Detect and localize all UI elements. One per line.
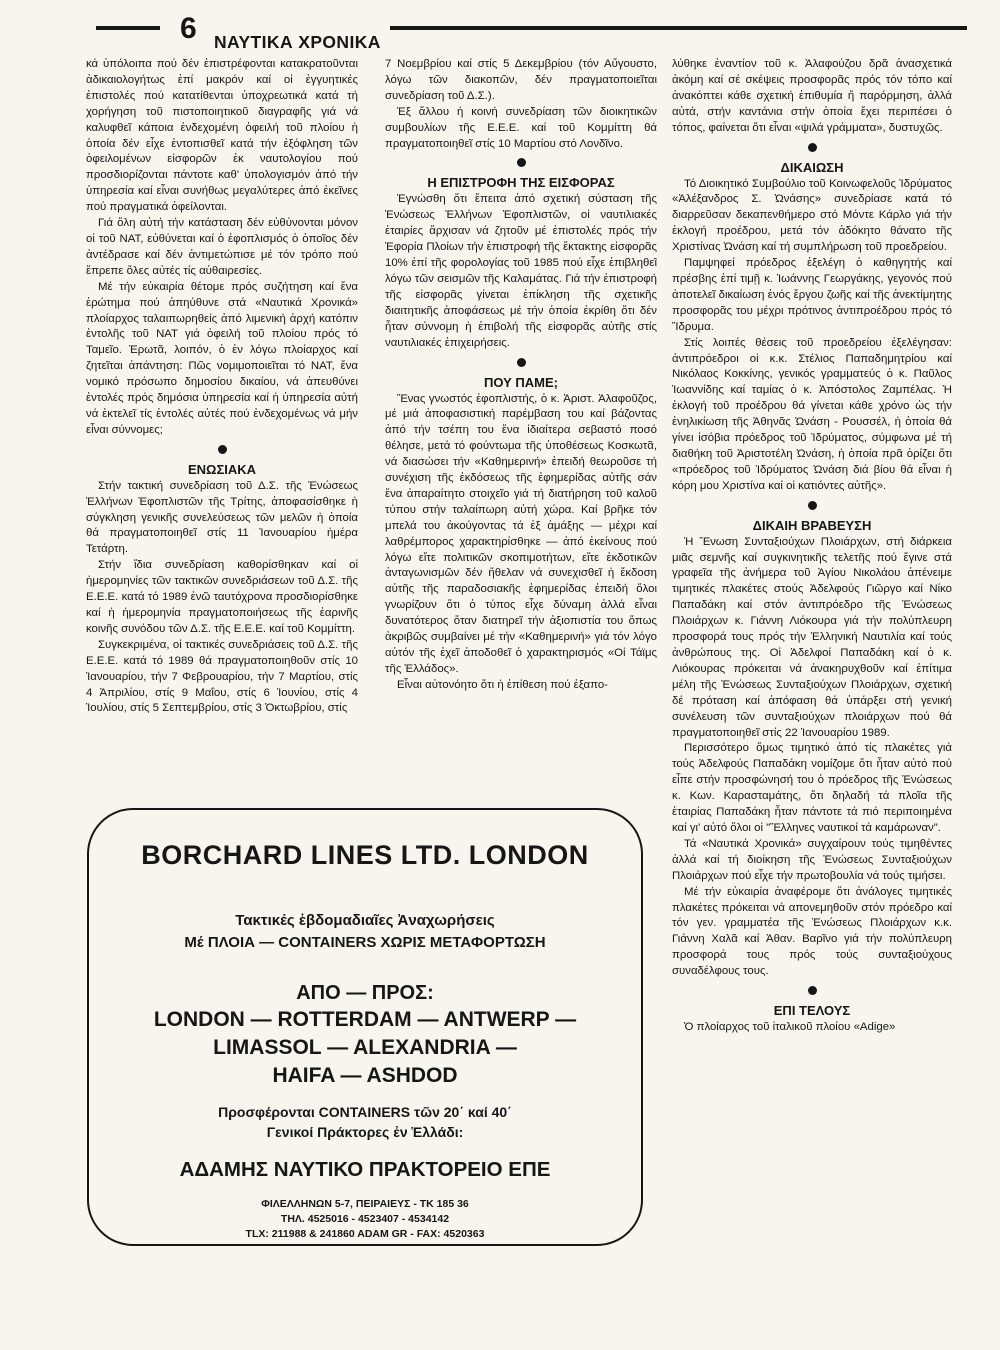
column-1	[86, 57, 358, 797]
ad-phone: ΤΗΛ. 4525016 - 4523407 - 4534142	[280, 1213, 450, 1225]
article-paragraph: Συγκεκριμένα, οἱ τακτικές συνεδριάσεις τοῦ Δ.Σ. τῆς Ε.Ε.Ε. κατά τό 1989 θά πραγματοποιηθοῦν στίς 10 Ἰανουαρίου, τήν 7 Φεβρουαρίου, τήν 7 Μαρτίου, στίς 4 Ἀπριλίου, στίς 9 Μαΐου, στίς 6 Ἰουνίου, στίς 4 Ἰουλίου, στίς 5 Σεπτεμβρίου, στίς 3 Ὀκτωβρίου, στίς	[86, 638, 358, 715]
article-paragraph: Παμψηφεί πρόεδρος ἐξελέγη ὁ καθηγητής καί πρέσβης ἐπί τιμῇ κ. Ἰωάννης Γεωργάκης, γεγονός πού ἀποτελεῖ δικαίωση ἑνός ἔργου ζωῆς καί τῆς ἀνεκτίμητης προσφορᾶς του μέχρι πρότινος ἀντιπροέδρου πρός τό Ἵδρυμα.	[672, 257, 952, 333]
ad-schedule-line: Τακτικές ἑβδομαδιαῖες Ἀναχωρήσεις	[235, 912, 495, 929]
header-left-rule	[96, 26, 160, 30]
ad-containers-line: Προσφέρονται CONTAINERS τῶν 20΄ καί 40΄	[218, 1104, 512, 1120]
article-paragraph: κά ὑπόλοιπα πού δέν ἐπιστρέφονται κατακρατοῦνται ἀδικαιολογήτως ἐπί μακρόν καί οἱ ἐγγυητικές ἐπιστολές πού κατατίθενται ὑποχρεωτικά κατά τή χορήγηση τοῦ πιστοποιητικοῦ διαγραφῆς γιά νά καλυφθεῖ κάποια ἐνδεχομένη ὀφειλή τοῦ πλοίου ἡ ὁποία δέν εἶχε ἐντοπισθεῖ κατά τήν ἐξόφληση τῶν ὀφειλομένων εἰσφορῶν ἐκ ναυτολογίου πού προσδιορίζονται πάντοτε καθ' ὑπολογισμόν ἀπό τήν ὑπηρεσία καί εἶναι συνήθως μεγαλύτερες ἀπό ἐκεῖνες πού πραγματικά ὀφείλονται.	[86, 58, 358, 214]
article-paragraph: Περισσότερο ὅμως τιμητικό ἀπό τίς πλακέτες γιά τούς Ἀδελφούς Παπαδάκη νομίζομε ὅτι ἦταν αὐτό πού εἶπε στήν προσφώνησή του ὁ πρόεδρος τῆς Ἑνώσεως κ. Κων. Καρασταμάτης, ὅτι δηλαδή τά πλοῖα τῆς ἑταιρίας Παπαδάκη ἦταν πάντοτε τά πιό περιποιημένα καί γι' αὐτό ὅλοι οἱ "Ἕλληνες ναυτικοί τά καμάρωναν".	[672, 742, 952, 834]
ad-address: ΦΙΛΕΛΛΗΝΩΝ 5-7, ΠΕΙΡΑΙΕΥΣ - ΤΚ 185 36	[261, 1198, 469, 1210]
section-heading-enosiaka: ΕΝΩΣΙΑΚΑ	[187, 461, 257, 477]
article-paragraph: 7 Νοεμβρίου καί στίς 5 Δεκεμβρίου (τόν Αὔγουστο, λόγω τῶν διακοπῶν, δέν πραγματοποιεῖται συνεδρίαση τοῦ Δ.Σ.).	[385, 58, 657, 102]
article-paragraph: Μέ τήν εὐκαιρία θέτομε πρός συζήτηση καί ἕνα ἐρώτημα πού ἀπηύθυνε στά «Ναυτικά Χρονικά» πλοίαρχος ταλαιπωρηθείς ἀπό λιμενική ἀρχή κατόπιν ἐντολῆς τοῦ ΝΑΤ γιά ὀφειλή τοῦ πλοίου πρός τό Ταμεῖο. Ἐρωτᾶ, λοιπόν, ὁ ἐν λόγω πλοίαρχος καί ζητεῖται ἀπάντηση: Πῶς νομιμοποιεῖται τό ΝΑΤ, ἕνα νομικό πρόσωπο δημοσίου δικαίου, νά ἀπευθύνει ἐντολές πρός δημόσια ὑπηρεσία καί ἡ ὑπηρεσία αὐτή νά ἐκτελεῖ τίς ἐντολές αὐτές πού ἐνδεχομένως νά μήν εἶναι σύννομες;	[86, 280, 358, 436]
article-paragraph: Ἐγνώσθη ὅτι ἔπειτα ἀπό σχετική σύσταση τῆς Ἑνώσεως Ἑλλήνων Ἐφοπλιστῶν, οἱ ναυτιλιακές ἑταιρίες ἄρχισαν νά ζητοῦν μέ ἐπιστολές πρός τήν Ἐφορία Πλοίων τήν ἐπιστροφή τῆς ἔκτακτης εἰσφορᾶς 10% ἐπί τῆς φορολογίας τοῦ 1985 πού εἶχε ἐπιβληθεῖ λόγω τῶν σεισμῶν τῆς Καλαμάτας. Γιά τήν ἐπιστροφή τῆς εἰσφορᾶς γίνεται ἐπίκληση τῆς σχετικῆς διαιτητικῆς ἀποφάσεως μέ τήν ὁποία ἐκρίθη ὅτι δέν ἦταν σύννομη ἡ ἐπιβολή τῆς εἰσφορᾶς αὐτῆς στίς ναυτιλιακές ἐπιχειρήσεις.	[385, 193, 657, 349]
ad-route-line: LIMASSOL — ALEXANDRIA —	[213, 1036, 517, 1059]
article-paragraph: Ὁ πλοίαρχος τοῦ ἰταλικοῦ πλοίου «Adige»	[684, 1021, 896, 1034]
column-2	[385, 57, 657, 802]
page-number: 6	[180, 12, 197, 45]
section-heading-dikaiosi: ΔΙΚΑΙΩΣΗ	[780, 159, 844, 175]
column-3	[672, 57, 952, 1267]
article-paragraph: Γιά ὅλη αὐτή τήν κατάσταση δέν εὐθύνονται μόνον οἱ τοῦ ΝΑΤ, εὐθύνεται καί ὁ ἐφοπλισμός ὁ ὁποῖος δέν ἀντέδρασε καί δέν ἀντιμετώπισε μέ τόν τρόπο πού ἔπρεπε ὅλες αὐτές τίς αὐθαιρεσίες.	[86, 217, 358, 277]
ad-from-to-label: ΑΠΟ — ΠΡΟΣ:	[296, 982, 434, 1004]
article-paragraph: Στίς λοιπές θέσεις τοῦ προεδρείου ἐξελέγησαν: ἀντιπρόεδροι οἱ κ.κ. Στέλιος Παπαδημητρίου καί Νικόλαος Κοκκίνης, γενικός γραμματεύς ὁ κ. Παῦλος Ἰωαννίδης καί ταμίας ὁ κ. Ἀπόστολος Ζαμπέλας. Ἡ ἐκλογή τοῦ προέδρου θά γίνεται κάθε χρόνο ὡς τήν ἐνηλικίωση τῆς Ἀθηνᾶς Ὠνάση - Ρουσσέλ, ἡ ὁποία θά γίνει ἰσόβια πρόεδρος τοῦ Ἱδρύματος, σύμφωνα μέ τή διαθήκη τοῦ Ἀριστοτέλη Ὠνάση, ἡ ὁποία πρᾶ ὁρίζει ὅτι «πρόεδρος τοῦ Ἱδρύματος Ὠνάση διά βίου θά εἶναι ἡ κόρη μου Χριστίνα καί οἱ κατιόντες αὐτῆς».	[672, 336, 952, 492]
article-paragraph: Στήν ἴδια συνεδρίαση καθορίσθηκαν καί οἱ ἡμερομηνίες τῶν τακτικῶν συνεδριάσεων τοῦ Δ.Σ. τῆς Ε.Ε.Ε. κατά τό 1989 ἐνῶ ταυτόχρονα προσδιορίσθηκε καί ἡ ἡμερομηνία πραγματοποιήσεως τῆς ἐαρινῆς κοινῆς συνόδου τῶν Δ.Σ. τῆς Ε.Ε.Ε. καί τοῦ Κομμίττη.	[86, 559, 358, 635]
ad-title: BORCHARD LINES LTD. LONDON	[141, 840, 589, 870]
section-bullet-icon	[808, 143, 817, 152]
article-paragraph: Ἡ Ἕνωση Συνταξιούχων Πλοιάρχων, στή διάρκεια μιᾶς σεμνῆς καί συγκινητικῆς τελετῆς πού ἔγινε στά γραφεῖα τῆς ἀνήμερα τοῦ Ἁγίου Νικολάου ἀπένειμε τιμητικές πλακέτες στούς Ἀδελφούς Γιῶργο καί Νίκο Παπαδάκη καί στόν ἀντιπρόεδρο τῆς Ἑνώσεως Πλοιάρχων κ. Γιάννη Λιόκουρα γιά τήν πολύπλευρη προσφορά τους πρός τήν Ἑλληνική Ναυτιλία καί τούς ἀνθρώπους της. Οἱ Ἀδελφοί Παπαδάκη καί ὁ κ. Λιόκουρας πρόκειται νά ἀνακηρυχθοῦν καί ἐπίτιμα μέλη τῆς Ἑνώσεως Συνταξιούχων Πλοιάρχων, σχετική δέ πρόταση καί ἀπόφαση θά ὑπάρξει στή γενική συνέλευση τῶν συνταξιούχων πλοιάρχων πού θά πραγματοποιηθεῖ στίς 22 Ἰανουαρίου 1989.	[672, 535, 952, 739]
ad-telex-fax: TLX: 211988 & 241860 ADAM GR - FAX: 4520363	[245, 1228, 485, 1240]
article-paragraph: λύθηκε ἐναντίον τοῦ κ. Ἀλαφούζου δρᾶ ἀνασχετικά ἀκόμη καί σέ σκέψεις προσφορᾶς πρός τόν τόπο καί ἀνακόπτει κάθε σχετική ἐπιθυμία ἤ παρόρμηση, ἀλλά αὐτά, στήν καντάνια στήν ὁποία ἔχει περιπέσει ὁ τόπος, φαίνεται ὅτι εἶναι «ψιλά γράμματα», δυστυχῶς.	[672, 58, 952, 134]
section-bullet-icon	[517, 358, 526, 367]
ad-route-line: LONDON — ROTTERDAM — ANTWERP —	[153, 1008, 577, 1031]
article-paragraph: Εἶναι αὐτονόητο ὅτι ἡ ἐπίθεση πού ἐξαπο-	[397, 678, 608, 691]
article-paragraph: Τό Διοικητικό Συμβούλιο τοῦ Κοινωφελοῦς Ἱδρύματος «Ἀλέξανδρος Σ. Ὠνάσης» συνεδρίασε κατά τό διαρρεῦσαν δεκαπενθήμερο στό Μόντε Κάρλο γιά τήν ἐκλογή προέδρου, μετά τόν ἀδόκητο θάνατο τῆς Χριστίνας Ὠνάση καί τή συμπλήρωση τοῦ προεδρείου.	[672, 177, 952, 254]
ad-agents-line: Γενικοί Πράκτορες ἐν Ἑλλάδι:	[266, 1124, 464, 1140]
article-paragraph: Στήν τακτική συνεδρίαση τοῦ Δ.Σ. τῆς Ἑνώσεως Ἑλλήνων Ἐφοπλιστῶν τῆς Τρίτης, ἀποφασίσθηκε ἡ σύγκληση γενικῆς συνελεύσεως τῶν μελῶν ἡ ὁποία θά πραγματοποιηθεῖ στίς 11 Ἰανουαρίου ἡμέρα Τετάρτη.	[86, 479, 358, 556]
ad-route-line: HAIFA — ASHDOD	[272, 1064, 458, 1087]
section-bullet-icon	[517, 158, 526, 167]
ad-company-name: ΑΔΑΜΗΣ ΝΑΥΤΙΚΟ ΠΡΑΚΤΟΡΕΙΟ ΕΠΕ	[179, 1158, 551, 1181]
article-paragraph: Ἐξ ἄλλου ἡ κοινή συνεδρίαση τῶν διοικητικῶν συμβουλίων τῆς Ε.Ε.Ε. καί τοῦ Κομμίττη θά πραγματοποιηθεῖ στίς 10 Μαρτίου στό Λονδῖνο.	[385, 105, 657, 150]
section-bullet-icon	[218, 445, 227, 454]
section-heading-pou-pame: ΠΟΥ ΠΑΜΕ;	[483, 374, 559, 390]
publication-title: ΝΑΥΤΙΚΑ ΧΡΟΝΙΚΑ	[214, 32, 381, 52]
ad-service-line: Μέ ΠΛΟΙΑ — CONTAINERS ΧΩΡΙΣ ΜΕΤΑΦΟΡΤΩΣΗ	[184, 934, 546, 951]
section-bullet-icon	[808, 501, 817, 510]
section-heading-epistrofi: Η ΕΠΙΣΤΡΟΦΗ ΤΗΣ ΕΙΣΦΟΡΑΣ	[427, 175, 615, 191]
section-heading-epi-telous: ΕΠΙ ΤΕΛΟΥΣ	[773, 1003, 851, 1019]
article-paragraph: Μέ τήν εὐκαιρία ἀναφέρομε ὅτι ἀνάλογες τιμητικές πλακέτες πρόκειται νά απονεμηθοῦν στόν πρόεδρο καί τόν γεν. γραμματέα τῆς Ἑνώσεως Πλοιάρχων κ.κ. Γιάννη Χαλᾶ καί Ἀθαν. Βαρῖνο γιά τήν πολύπλευρη προσφορά τους πρός τούς συνταξιούχους συναδέλφους τους.	[672, 885, 952, 978]
section-bullet-icon	[808, 986, 817, 995]
section-heading-vravefsi: ΔΙΚΑΙΗ ΒΡΑΒΕΥΣΗ	[752, 517, 872, 533]
article-paragraph: Τά «Ναυτικά Χρονικά» συγχαίρουν τούς τιμηθέντες ἀλλά καί τή διοίκηση τῆς Ἑνώσεως Συνταξιούχων Πλοιάρχων πού εἶχε τήν πρωτοβουλία νά τούς τιμήσει.	[672, 837, 952, 882]
article-paragraph: Ἕνας γνωστός ἐφοπλιστής, ὁ κ. Ἀριστ. Ἀλαφοῦζος, μέ μιά ἀποφασιστική παρέμβαση του καί βάζοντας ἀπό τήν τσέπη του ἕνα ἰδιαίτερα σεβαστό ποσό θέλησε, μετά τό φούντωμα τῆς ὑποθέσεως Κοσκωτᾶ, νά διασώσει τήν «Καθημερινή» ἐπειδή θεωροῦσε τή συνέχιση τῆς ἐκδόσεως τῆς ἐφημερίδας αὐτῆς σάν ἕνα ἀπαραίτητο στοιχεῖο γιά τή διατήρηση τοῦ καλοῦ τύπου στήν ταλαίπωρη αὐτή χώρα. Καί βρῆκε τόν μπελά του ἀκούγοντας τά ἐξ ἁμάξης — μέχρι καί λαθρέμπορος χαρακτηρίσθηκε — ἀπό ἐκείνους πού λόγω εἴτε πολιτικῶν σκοπιμοτήτων, εἴτε ἐκδοτικῶν ἀνταγωνισμῶν δέν ἤθελαν νά συνεχισθεῖ ἡ ἔκδοση αὐτῆς τῆς παραδοσιακῆς ἐφημερίδας ἐπειδή ὅλοι γνωρίζουν ὅτι ὁ τύπος εἶχε δύναμη ἀλλά εἶναι δυνατότερος ὅταν διατηρεῖ τήν ἀξιοπιστία του ὅπως ἀκριβῶς συμβαίνει μέ τήν «Καθημερινή» γιά τόν λόγο αὐτόν τῆς ἐχεῖ ἀποδοθεῖ ὁ χαρακτηρισμός «Οἱ Τάϊμς τῆς Ἑλλάδος».	[385, 392, 657, 675]
advertisement-box	[87, 808, 643, 1246]
header-right-rule	[390, 26, 967, 30]
